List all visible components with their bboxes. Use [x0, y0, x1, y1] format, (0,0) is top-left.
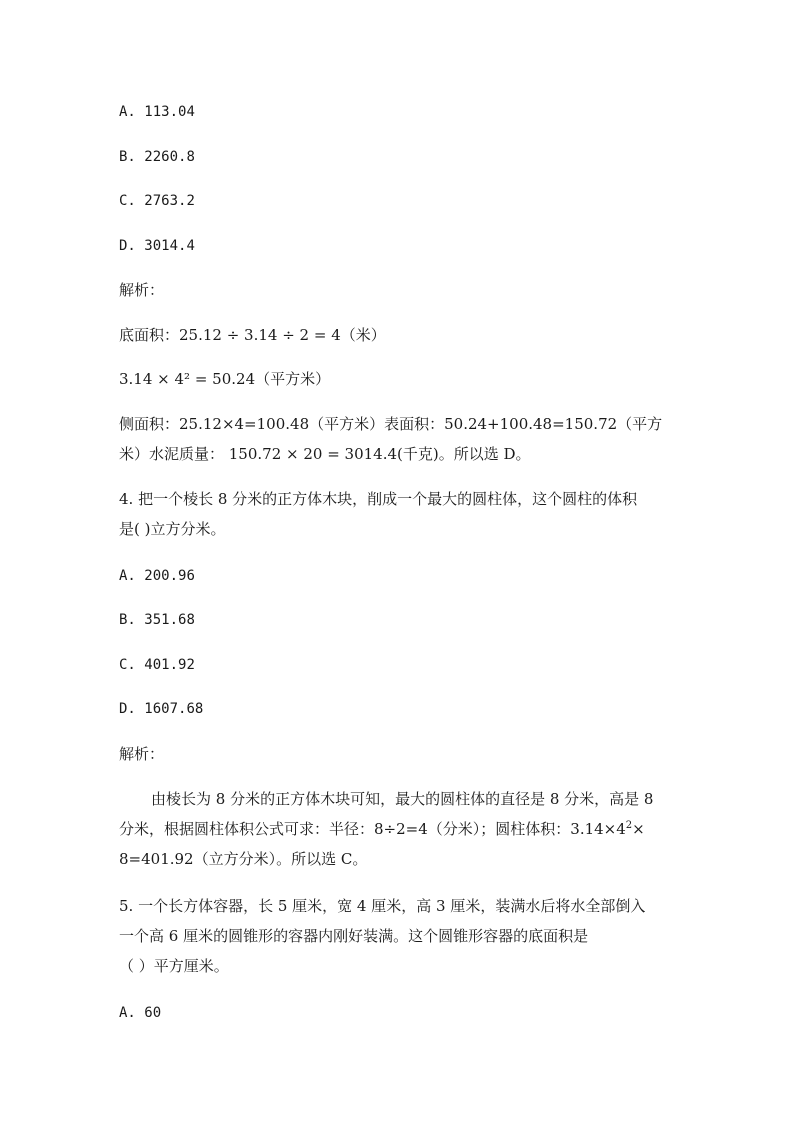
analysis-line: 8=401.92（立方分米）。所以选 C。 — [119, 850, 368, 868]
option-value: 351.68 — [144, 612, 195, 628]
analysis-label: 解析： — [119, 745, 165, 763]
analysis-text: 分米，根据圆柱体积公式可求：半径：8÷2=4（分米）；圆柱体积：3.14×4 — [119, 820, 626, 838]
option-value: 401.92 — [144, 657, 195, 673]
option-value: 200.96 — [144, 568, 195, 584]
question-5-text: 5. 一个长方体容器，长 5 厘米，宽 4 厘米，高 3 厘米，装满水后将水全部倒入 — [119, 897, 646, 915]
question-5-text: （ ）平方厘米。 — [119, 957, 229, 975]
option-value: 60 — [144, 1005, 162, 1021]
analysis-line — [119, 369, 679, 389]
option-c — [119, 655, 679, 675]
option-value: 2763.2 — [144, 193, 195, 209]
analysis-line: 底面积：25.12 ÷ 3.14 ÷ 2 = 4（米） — [119, 326, 386, 344]
option-letter: A. — [119, 568, 136, 584]
option-a — [119, 1003, 679, 1023]
analysis-line: 侧面积：25.12×4=100.48（平方米）表面积：50.24+100.48=150.72（平方 — [119, 415, 663, 433]
option-letter: C. — [119, 193, 136, 209]
option-b — [119, 147, 679, 167]
option-value: 1607.68 — [144, 701, 204, 717]
option-letter: D. — [119, 701, 136, 717]
option-c — [119, 191, 679, 211]
option-letter: A. — [119, 104, 136, 120]
option-d — [119, 699, 679, 719]
option-letter: B. — [119, 149, 136, 165]
option-d — [119, 236, 679, 256]
option-letter: B. — [119, 612, 136, 628]
question-4-text: 4. 把一个棱长 8 分米的正方体木块，削成一个最大的圆柱体，这个圆柱的体积 — [119, 490, 638, 508]
option-b — [119, 610, 679, 630]
formula-base: 3.14 × 4 — [119, 370, 185, 388]
option-a — [119, 102, 679, 122]
question-5-text: 一个高 6 厘米的圆锥形的容器内刚好装满。这个圆锥形容器的底面积是 — [119, 927, 589, 945]
analysis-line — [119, 819, 679, 839]
analysis-text: × — [632, 820, 645, 838]
formula-rest: ² = 50.24（平方米） — [184, 370, 331, 388]
analysis-label: 解析： — [119, 281, 165, 299]
option-value: 2260.8 — [144, 149, 195, 165]
option-letter: A. — [119, 1005, 136, 1021]
option-value: 3014.4 — [144, 238, 195, 254]
question-4-text: 是( )立方分米。 — [119, 520, 226, 538]
option-letter: D. — [119, 238, 136, 254]
analysis-line: 米）水泥质量： 150.72 × 20 = 3014.4(千克)。所以选 D。 — [119, 445, 531, 463]
option-a — [119, 566, 679, 586]
option-letter: C. — [119, 657, 136, 673]
exponent: 2 — [625, 820, 633, 831]
option-value: 113.04 — [144, 104, 195, 120]
analysis-line: 由棱长为 8 分米的正方体木块可知，最大的圆柱体的直径是 8 分米，高是 8 — [151, 790, 654, 808]
